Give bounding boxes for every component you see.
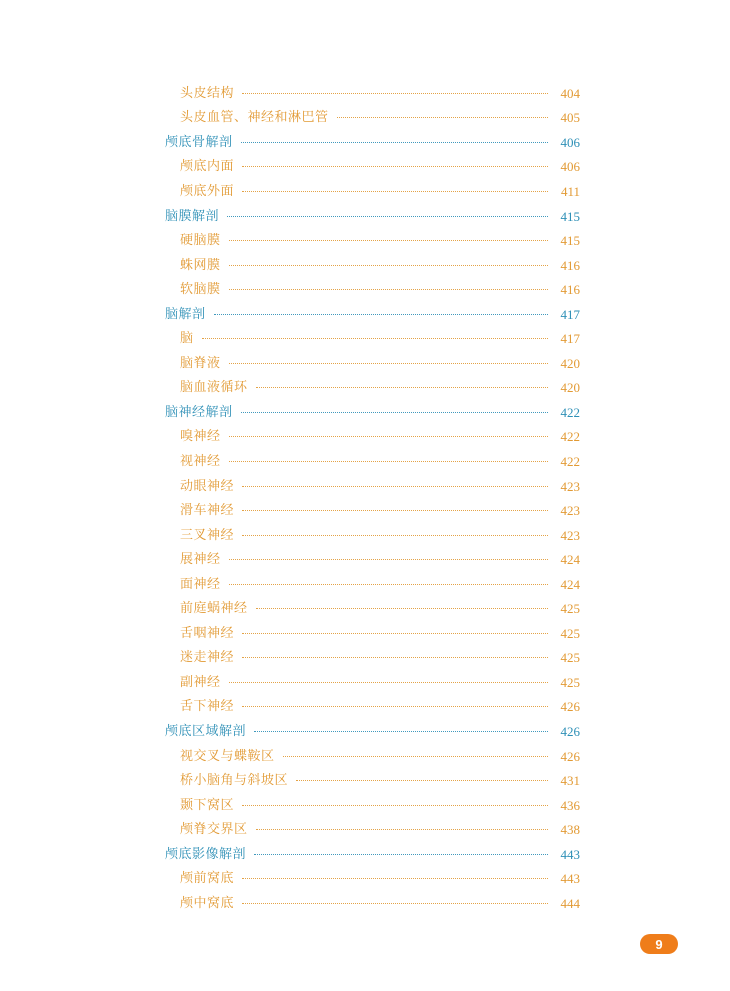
toc-subsection-entry[interactable] bbox=[165, 646, 580, 671]
toc-subsection-entry[interactable] bbox=[165, 351, 580, 376]
toc-entry-title: 颅底骨解剖 bbox=[165, 134, 233, 150]
dot-leader bbox=[229, 682, 548, 683]
dot-leader bbox=[242, 633, 548, 634]
dot-leader bbox=[242, 706, 548, 707]
toc-entry-title: 硬脑膜 bbox=[180, 233, 221, 249]
dot-leader bbox=[242, 805, 548, 806]
toc-entry-page: 416 bbox=[560, 257, 580, 273]
toc-entry-page: 425 bbox=[560, 601, 580, 617]
table-of-contents bbox=[165, 81, 580, 916]
toc-subsection-entry[interactable] bbox=[165, 621, 580, 646]
toc-entry-page: 415 bbox=[560, 208, 580, 224]
toc-entry-title: 滑车神经 bbox=[180, 503, 235, 519]
toc-entry-title: 颅脊交界区 bbox=[180, 822, 248, 838]
toc-entry-title: 展神经 bbox=[180, 552, 221, 568]
page-number-badge: 9 bbox=[640, 934, 678, 954]
toc-entry-page: 423 bbox=[560, 527, 580, 543]
dot-leader bbox=[256, 387, 548, 388]
toc-entry-page: 422 bbox=[560, 404, 580, 420]
toc-entry-page: 438 bbox=[560, 822, 580, 838]
toc-entry-page: 417 bbox=[560, 331, 580, 347]
toc-entry-title: 脑脊液 bbox=[180, 355, 221, 371]
dot-leader bbox=[229, 559, 548, 560]
toc-entry-title: 舌下神经 bbox=[180, 699, 235, 715]
toc-entry-title: 颅底影像解剖 bbox=[165, 846, 247, 862]
dot-leader bbox=[229, 240, 548, 241]
toc-entry-title: 前庭蜗神经 bbox=[180, 601, 248, 617]
toc-subsection-entry[interactable] bbox=[165, 695, 580, 720]
toc-entry-title: 动眼神经 bbox=[180, 478, 235, 494]
toc-entry-page: 426 bbox=[560, 699, 580, 715]
dot-leader bbox=[229, 289, 548, 290]
toc-section-entry[interactable] bbox=[165, 302, 580, 327]
toc-entry-title: 舌咽神经 bbox=[180, 625, 235, 641]
dot-leader bbox=[241, 142, 548, 143]
toc-entry-page: 423 bbox=[560, 478, 580, 494]
toc-entry-page: 424 bbox=[560, 552, 580, 568]
toc-subsection-entry[interactable] bbox=[165, 228, 580, 253]
dot-leader bbox=[229, 584, 548, 585]
dot-leader bbox=[242, 93, 548, 94]
dot-leader bbox=[242, 486, 548, 487]
toc-subsection-entry[interactable] bbox=[165, 891, 580, 916]
dot-leader bbox=[241, 412, 548, 413]
dot-leader bbox=[254, 731, 548, 732]
toc-subsection-entry[interactable] bbox=[165, 474, 580, 499]
toc-entry-page: 420 bbox=[560, 355, 580, 371]
toc-subsection-entry[interactable] bbox=[165, 793, 580, 818]
toc-entry-page: 424 bbox=[560, 576, 580, 592]
toc-entry-title: 脑血液循环 bbox=[180, 380, 248, 396]
toc-entry-title: 头皮血管、神经和淋巴管 bbox=[180, 110, 329, 126]
toc-subsection-entry[interactable] bbox=[165, 277, 580, 302]
toc-entry-page: 426 bbox=[560, 723, 580, 739]
toc-entry-page: 417 bbox=[560, 306, 580, 322]
toc-entry-page: 406 bbox=[560, 134, 580, 150]
toc-subsection-entry[interactable] bbox=[165, 449, 580, 474]
toc-entry-page: 425 bbox=[560, 650, 580, 666]
dot-leader bbox=[242, 166, 548, 167]
toc-entry-page: 425 bbox=[560, 625, 580, 641]
toc-subsection-entry[interactable] bbox=[165, 81, 580, 106]
dot-leader bbox=[256, 829, 548, 830]
toc-subsection-entry[interactable] bbox=[165, 253, 580, 278]
toc-entry-page: 443 bbox=[560, 846, 580, 862]
toc-subsection-entry[interactable] bbox=[165, 547, 580, 572]
toc-entry-title: 头皮结构 bbox=[180, 85, 235, 101]
toc-entry-page: 444 bbox=[560, 895, 580, 911]
toc-subsection-entry[interactable] bbox=[165, 768, 580, 793]
toc-entry-page: 431 bbox=[560, 773, 580, 789]
dot-leader bbox=[283, 756, 548, 757]
toc-subsection-entry[interactable] bbox=[165, 523, 580, 548]
dot-leader bbox=[242, 191, 548, 192]
toc-subsection-entry[interactable] bbox=[165, 106, 580, 131]
toc-section-entry[interactable] bbox=[165, 400, 580, 425]
dot-leader bbox=[242, 510, 548, 511]
toc-section-entry[interactable] bbox=[165, 130, 580, 155]
toc-entry-page: 404 bbox=[560, 85, 580, 101]
toc-entry-page: 420 bbox=[560, 380, 580, 396]
toc-entry-title: 桥小脑角与斜坡区 bbox=[180, 773, 289, 789]
dot-leader bbox=[337, 117, 548, 118]
toc-subsection-entry[interactable] bbox=[165, 326, 580, 351]
toc-subsection-entry[interactable] bbox=[165, 670, 580, 695]
toc-entry-title: 嗅神经 bbox=[180, 429, 221, 445]
toc-entry-title: 颞下窝区 bbox=[180, 797, 235, 813]
toc-entry-page: 415 bbox=[560, 233, 580, 249]
toc-entry-title: 蛛网膜 bbox=[180, 257, 221, 273]
toc-entry-title: 面神经 bbox=[180, 576, 221, 592]
toc-entry-title: 三叉神经 bbox=[180, 527, 235, 543]
dot-leader bbox=[229, 363, 548, 364]
toc-entry-page: 422 bbox=[560, 429, 580, 445]
toc-entry-title: 脑 bbox=[180, 331, 194, 347]
dot-leader bbox=[229, 265, 548, 266]
toc-subsection-entry[interactable] bbox=[165, 376, 580, 401]
toc-entry-title: 脑解剖 bbox=[165, 306, 206, 322]
toc-entry-page: 411 bbox=[560, 183, 580, 199]
toc-entry-page: 423 bbox=[560, 503, 580, 519]
dot-leader bbox=[242, 903, 548, 904]
toc-entry-page: 422 bbox=[560, 453, 580, 469]
toc-entry-title: 颅前窝底 bbox=[180, 871, 235, 887]
toc-entry-title: 迷走神经 bbox=[180, 650, 235, 666]
toc-subsection-entry[interactable] bbox=[165, 596, 580, 621]
toc-entry-title: 颅底区域解剖 bbox=[165, 723, 247, 739]
toc-subsection-entry[interactable] bbox=[165, 179, 580, 204]
dot-leader bbox=[242, 878, 548, 879]
toc-entry-page: 436 bbox=[560, 797, 580, 813]
toc-entry-page: 425 bbox=[560, 674, 580, 690]
toc-entry-title: 颅底外面 bbox=[180, 183, 235, 199]
dot-leader bbox=[227, 216, 548, 217]
toc-entry-title: 副神经 bbox=[180, 674, 221, 690]
toc-subsection-entry[interactable] bbox=[165, 425, 580, 450]
toc-subsection-entry[interactable] bbox=[165, 867, 580, 892]
dot-leader bbox=[242, 535, 548, 536]
dot-leader bbox=[242, 657, 548, 658]
toc-subsection-entry[interactable] bbox=[165, 744, 580, 769]
toc-entry-title: 脑神经解剖 bbox=[165, 404, 233, 420]
toc-section-entry[interactable] bbox=[165, 842, 580, 867]
toc-entry-title: 视交叉与蝶鞍区 bbox=[180, 748, 275, 764]
toc-entry-page: 406 bbox=[560, 159, 580, 175]
dot-leader bbox=[214, 314, 548, 315]
toc-entry-title: 视神经 bbox=[180, 453, 221, 469]
toc-section-entry[interactable] bbox=[165, 204, 580, 229]
dot-leader bbox=[296, 780, 548, 781]
dot-leader bbox=[229, 461, 548, 462]
toc-entry-title: 颅底内面 bbox=[180, 159, 235, 175]
toc-entry-page: 443 bbox=[560, 871, 580, 887]
toc-entry-page: 416 bbox=[560, 282, 580, 298]
dot-leader bbox=[229, 436, 548, 437]
toc-section-entry[interactable] bbox=[165, 719, 580, 744]
dot-leader bbox=[202, 338, 548, 339]
dot-leader bbox=[256, 608, 548, 609]
toc-entry-page: 426 bbox=[560, 748, 580, 764]
toc-subsection-entry[interactable] bbox=[165, 572, 580, 597]
toc-entry-title: 脑膜解剖 bbox=[165, 208, 220, 224]
toc-subsection-entry[interactable] bbox=[165, 817, 580, 842]
toc-subsection-entry[interactable] bbox=[165, 498, 580, 523]
toc-entry-page: 405 bbox=[560, 110, 580, 126]
dot-leader bbox=[254, 854, 548, 855]
toc-entry-title: 软脑膜 bbox=[180, 282, 221, 298]
toc-subsection-entry[interactable] bbox=[165, 155, 580, 180]
toc-entry-title: 颅中窝底 bbox=[180, 895, 235, 911]
